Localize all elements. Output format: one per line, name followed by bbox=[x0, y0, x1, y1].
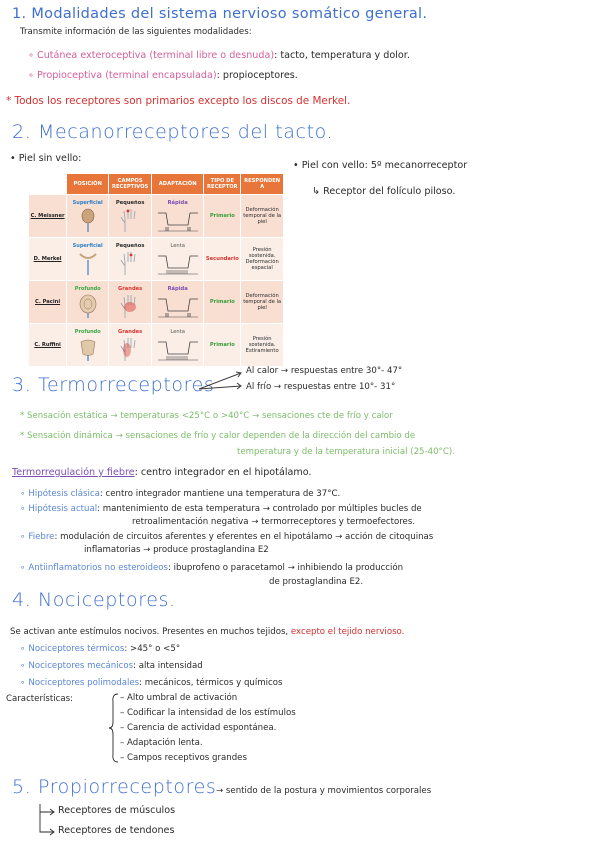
hand-field-small-icon bbox=[119, 207, 141, 233]
characteristic-item: – Adaptación lenta. bbox=[120, 738, 203, 748]
table-header-responds: RESPONDEN A bbox=[241, 174, 284, 195]
dynamic-sensation-cont: temperatura y de la temperatura inicial (25-40°C). bbox=[237, 447, 455, 457]
adaptation-cell: Lenta bbox=[151, 324, 203, 367]
section-2-right-line-1: • Piel con vello: 5º mecanorreceptor bbox=[293, 160, 468, 171]
characteristic-item: – Alto umbral de activación bbox=[120, 693, 238, 703]
receptor-name: D. Merkel bbox=[29, 238, 67, 281]
hand-field-large-icon bbox=[119, 336, 141, 362]
slow-adaptation-plot-icon bbox=[156, 250, 200, 276]
adaptation-cell: Rápida bbox=[151, 281, 203, 324]
rapid-adaptation-plot-icon bbox=[156, 207, 200, 233]
nsaid-line: ∘ Antiinflamatorios no esteroideos: ibuprofeno o paracetamol → inhibiendo la producción bbox=[20, 563, 404, 573]
cold-response: Al frío → respuestas entre 10°- 31° bbox=[246, 382, 396, 392]
bullet-icon: ∘ bbox=[20, 504, 26, 514]
bullet-icon: ∘ bbox=[20, 661, 26, 671]
dynamic-sensation: * Sensación dinámica → sensaciones de frío y calor dependen de la dirección del cambio de bbox=[20, 431, 416, 441]
bullet-icon: ∘ bbox=[20, 489, 26, 499]
bullet-icon: ∘ bbox=[20, 563, 26, 573]
static-sensation: * Sensación estática → temperaturas <25°C o >40°C → sensaciones cte de frío y calor bbox=[20, 411, 393, 421]
section-5-title: 5. Propiorreceptores bbox=[12, 776, 217, 798]
ruffini-receptor-icon bbox=[75, 336, 101, 362]
bullet-icon: ∘ bbox=[28, 50, 35, 61]
section-2-right-line-2: ↳ Receptor del folículo piloso. bbox=[312, 186, 456, 197]
table-header-position: POSICIÓN bbox=[67, 174, 109, 195]
bullet-icon: ∘ bbox=[20, 644, 26, 654]
rapid-adaptation-plot-icon bbox=[156, 293, 200, 319]
current-hypothesis: ∘ Hipótesis actual: mantenimiento de esta temperatura → controlado por múltiples bucles de bbox=[20, 504, 422, 514]
table-header-fields: CAMPOS RECEPTIVOS bbox=[109, 174, 152, 195]
characteristic-item: – Codificar la intensidad de los estímulos bbox=[120, 708, 296, 718]
classic-hypothesis: ∘ Hipótesis clásica: centro integrador mantiene una temperatura de 37°C. bbox=[20, 489, 341, 499]
field-cell: Pequeños bbox=[109, 195, 152, 238]
responds-cell: Deformación temporal de la piel bbox=[241, 281, 284, 324]
receptor-name: C. Ruffini bbox=[29, 324, 67, 367]
mechanical-nociceptors: ∘ Nociceptores mecánicos: alta intensidad bbox=[20, 661, 203, 671]
thermal-nociceptors: ∘ Nociceptores térmicos: >45° o <5° bbox=[20, 644, 181, 654]
meissner-receptor-icon bbox=[75, 207, 101, 233]
section-2-left-label: • Piel sin vello: bbox=[10, 153, 82, 164]
characteristic-item: – Carencia de actividad espontánea. bbox=[120, 723, 277, 733]
table-row bbox=[29, 195, 284, 238]
type-cell: Primario bbox=[204, 281, 241, 324]
adaptation-cell: Lenta bbox=[151, 238, 203, 281]
receptor-table bbox=[28, 173, 284, 367]
table-row bbox=[29, 324, 284, 367]
bullet-icon: • bbox=[293, 160, 302, 171]
pacini-receptor-icon bbox=[75, 293, 101, 319]
type-cell: Primario bbox=[204, 195, 241, 238]
branch-arrows-icon bbox=[197, 369, 245, 399]
section-5-title-tail: → sentido de la postura y movimientos corporales bbox=[216, 786, 432, 796]
table-header-row bbox=[29, 174, 284, 195]
responds-cell: Presión sostenida. Estiramiento bbox=[241, 324, 284, 367]
table-row bbox=[29, 238, 284, 281]
heat-response: Al calor → respuestas entre 30°- 47° bbox=[246, 366, 403, 376]
section-1-bullet-1: ∘ Cutánea exteroceptiva (terminal libre o desnuda): tacto, temperatura y dolor. bbox=[28, 50, 410, 61]
table-header-adaptation: ADAPTACIÓN bbox=[151, 174, 203, 195]
field-cell: Pequeños bbox=[109, 238, 152, 281]
current-hypothesis-cont: retroalimentación negativa → termorreceptores y termoefectores. bbox=[132, 517, 416, 527]
section-4-intro: Se activan ante estímulos nocivos. Presentes en muchos tejidos, excepto el tejido nervioso. bbox=[10, 627, 405, 637]
branch-arrows-icon bbox=[36, 804, 58, 840]
receptor-name: C. Meissner bbox=[29, 195, 67, 238]
table-header-empty bbox=[29, 174, 67, 195]
section-3-title: 3. Termorreceptores bbox=[12, 374, 215, 396]
bullet-icon: ∘ bbox=[28, 70, 35, 81]
thermoregulation-line: Termorregulación y fiebre: centro integrador en el hipotálamo. bbox=[12, 467, 312, 478]
type-cell: Primario bbox=[204, 324, 241, 367]
section-1-intro: Transmite información de las siguientes modalidades: bbox=[20, 27, 252, 37]
table-header-type: TIPO DE RECEPTOR bbox=[204, 174, 241, 195]
position-cell: Profundo bbox=[67, 281, 109, 324]
muscle-receptors: Receptores de músculos bbox=[58, 805, 176, 816]
bullet-icon: • bbox=[10, 153, 19, 164]
fever-line: ∘ Fiebre: modulación de circuitos aferentes y eferentes en el hipotálamo → acción de citoquinas bbox=[20, 532, 434, 542]
position-cell: Profundo bbox=[67, 324, 109, 367]
tendon-receptors: Receptores de tendones bbox=[58, 825, 175, 836]
responds-cell: Presión sostenida. Deformación espacial bbox=[241, 238, 284, 281]
nsaid-line-cont: de prostaglandina E2. bbox=[269, 577, 364, 587]
slow-adaptation-plot-icon bbox=[156, 336, 200, 362]
characteristic-item: – Campos receptivos grandes bbox=[120, 753, 247, 763]
receptor-name: C. Pacini bbox=[29, 281, 67, 324]
table-row bbox=[29, 281, 284, 324]
section-1-bullet-2: ∘ Propioceptiva (terminal encapsulada): propioceptores. bbox=[28, 70, 298, 81]
section-1-note: * Todos los receptores son primarios excepto los discos de Merkel. bbox=[6, 95, 351, 107]
polymodal-nociceptors: ∘ Nociceptores polimodales: mecánicos, térmicos y químicos bbox=[20, 678, 283, 688]
fever-line-cont: inflamatorias → produce prostaglandina E2 bbox=[84, 545, 269, 555]
characteristics-label: Características: bbox=[6, 694, 73, 704]
position-cell: Superficial bbox=[67, 195, 109, 238]
section-1-title: 1. Modalidades del sistema nervioso somático general. bbox=[12, 6, 428, 22]
curly-brace-icon bbox=[108, 692, 120, 764]
adaptation-cell: Rápida bbox=[151, 195, 203, 238]
field-cell: Grandes bbox=[109, 281, 152, 324]
type-cell: Secundario bbox=[204, 238, 241, 281]
arrow-down-right-icon: ↳ bbox=[312, 186, 324, 197]
section-2-title: 2. Mecanorreceptores del tacto. bbox=[12, 121, 334, 143]
hand-field-large-icon bbox=[119, 293, 141, 319]
bullet-icon: ∘ bbox=[20, 678, 26, 688]
merkel-receptor-icon bbox=[75, 250, 101, 276]
hand-field-small-icon bbox=[119, 250, 141, 276]
position-cell: Superficial bbox=[67, 238, 109, 281]
section-4-title: 4. Nociceptores. bbox=[12, 589, 176, 611]
responds-cell: Deformación temporal de la piel bbox=[241, 195, 284, 238]
bullet-icon: ∘ bbox=[20, 532, 26, 542]
field-cell: Grandes bbox=[109, 324, 152, 367]
